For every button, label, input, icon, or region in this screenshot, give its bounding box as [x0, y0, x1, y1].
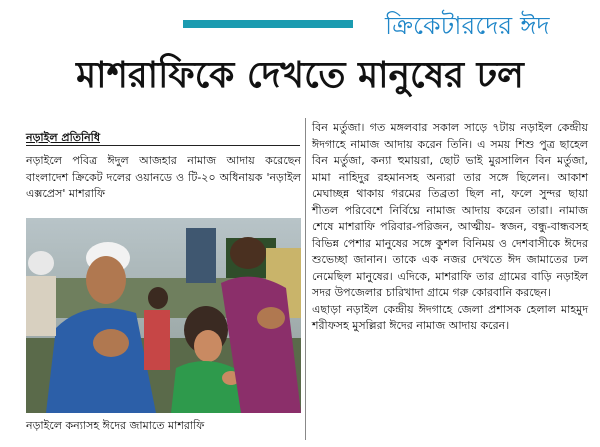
photo-illustration: [26, 218, 301, 413]
byline: নড়াইল প্রতিনিধি: [26, 131, 100, 144]
column-divider: [305, 118, 306, 440]
lead-paragraph: নড়াইলে পবিত্র ঈদুল আজহার নামাজ আদায় করেছেন বাংলাদেশ ক্রিকেট দলের ওয়ানডে ও টি-২০ অধিনায়ক 'নড়াইল এক্সপ্রেস' মাশরাফি: [26, 154, 301, 200]
body-text: বিন মর্তুজা। গত মঙ্গলবার সকাল সাড়ে ৭টায় নড়াইল কেন্দ্রীয় ঈদগাহে নামাজ আদায় করেন তিনি। এ সময় শিশু পুত্র ছাহেল বিন মর্তুজা, কন্যা হুমায়রা, ছোট ভাই মুরসালিন বিন মর্তুজা, মামা নাহিদুর রহমানসহ অন্যরা তার সঙ্গে ছিলেন। আকাশ মেঘাচ্ছন্ন থাকায় গরমের তিব্রতা ছিল না, ফলে সুন্দর ছায়া শীতল পরিবেশে নির্বিঘ্নে নামাজ আদায় করেন তারা। নামাজ শেষে মাশরাফি পরিবার-পরিজন, আত্মীয়- স্বজন, বন্ধু-বান্ধবসহ বিভিন্ন পেশার মানুষের সঙ্গে কুশল বিনিময় ও দেশবাসীকে ঈদের শুভেচ্ছা জানান। তাকে এক নজর দেখতে ঈদ জামাতের ঢল নেমেছিল মানুষের। এদিকে, মাশরাফি তার গ্রামের বাড়ি নড়াইল সদর উপজেলার চারিখাদা গ্রামে গরু কোরবানি করছেন।: [312, 121, 588, 299]
section-kicker: ক্রিকেটারদের ঈদ: [385, 11, 550, 40]
article-photo: [26, 218, 301, 413]
body-text-2: এছাড়া নড়াইল কেন্দ্রীয় ঈদগাহে জেলা প্রশাসক হেলাল মাহমুদ শরীফসহ মুসল্লিরা ঈদের নামাজ আদায় করেন।: [312, 302, 588, 332]
article-headline: মাশরাফিকে দেখতে মানুষের ঢল: [76, 54, 524, 96]
section-accent-bar: [183, 20, 353, 28]
body-column: [312, 120, 588, 335]
photo-caption: নড়াইলে কন্যাসহ ঈদের জামাতে মাশরাফি: [26, 419, 205, 432]
byline-rule: [26, 145, 300, 146]
